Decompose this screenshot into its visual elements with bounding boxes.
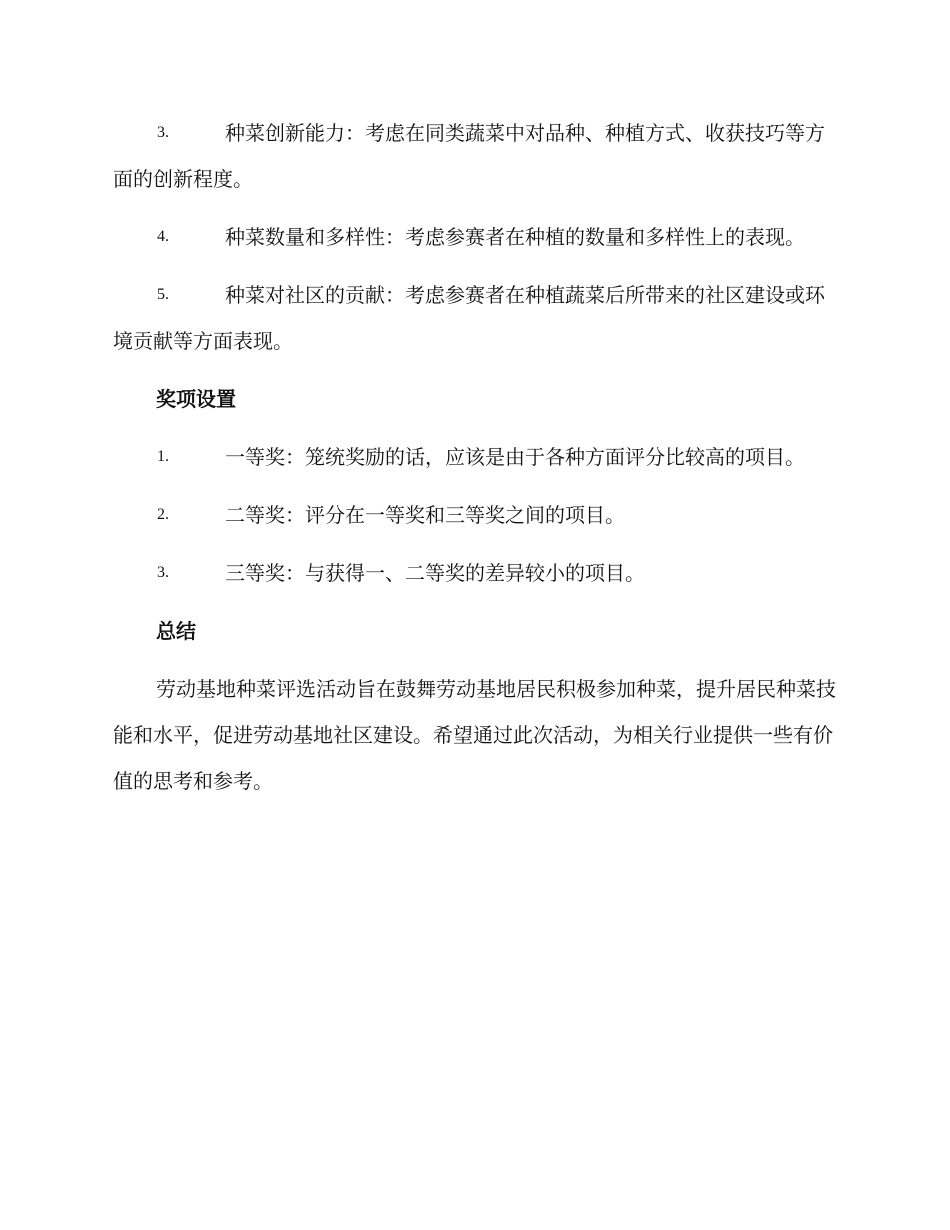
list-text: 三等奖：与获得一、二等奖的差异较小的项目。 bbox=[225, 561, 645, 585]
awards-heading: 奖项设置 bbox=[156, 387, 236, 411]
list-number: 3. bbox=[157, 564, 169, 581]
criteria-item-quantity-diversity bbox=[113, 214, 837, 260]
list-text: 一等奖：笼统奖励的话，应该是由于各种方面评分比较高的项目。 bbox=[225, 445, 805, 469]
award-item-second bbox=[113, 492, 837, 538]
criteria-item-innovation bbox=[113, 110, 837, 202]
award-item-third bbox=[113, 550, 837, 596]
award-item-first bbox=[113, 434, 837, 480]
list-number: 1. bbox=[157, 448, 169, 465]
list-text: 种菜创新能力：考虑在同类蔬菜中对品种、种植方式、收获技巧等方面的创新程度。 bbox=[113, 121, 825, 191]
list-number: 2. bbox=[157, 506, 169, 523]
criteria-item-community-contribution bbox=[113, 272, 837, 364]
summary-heading: 总结 bbox=[156, 619, 196, 643]
list-text: 种菜对社区的贡献：考虑参赛者在种植蔬菜后所带来的社区建设或环境贡献等方面表现。 bbox=[113, 283, 825, 353]
list-number: 3. bbox=[157, 124, 169, 141]
list-text: 二等奖：评分在一等奖和三等奖之间的项目。 bbox=[225, 503, 625, 527]
list-number: 4. bbox=[157, 228, 169, 245]
list-text: 种菜数量和多样性：考虑参赛者在种植的数量和多样性上的表现。 bbox=[225, 225, 805, 249]
summary-paragraph: 劳动基地种菜评选活动旨在鼓舞劳动基地居民积极参加种菜，提升居民种菜技能和水平，促进劳动基地社区建设。希望通过此次活动，为相关行业提供一些有价值的思考和参考。 bbox=[113, 677, 836, 793]
list-number: 5. bbox=[157, 286, 169, 303]
